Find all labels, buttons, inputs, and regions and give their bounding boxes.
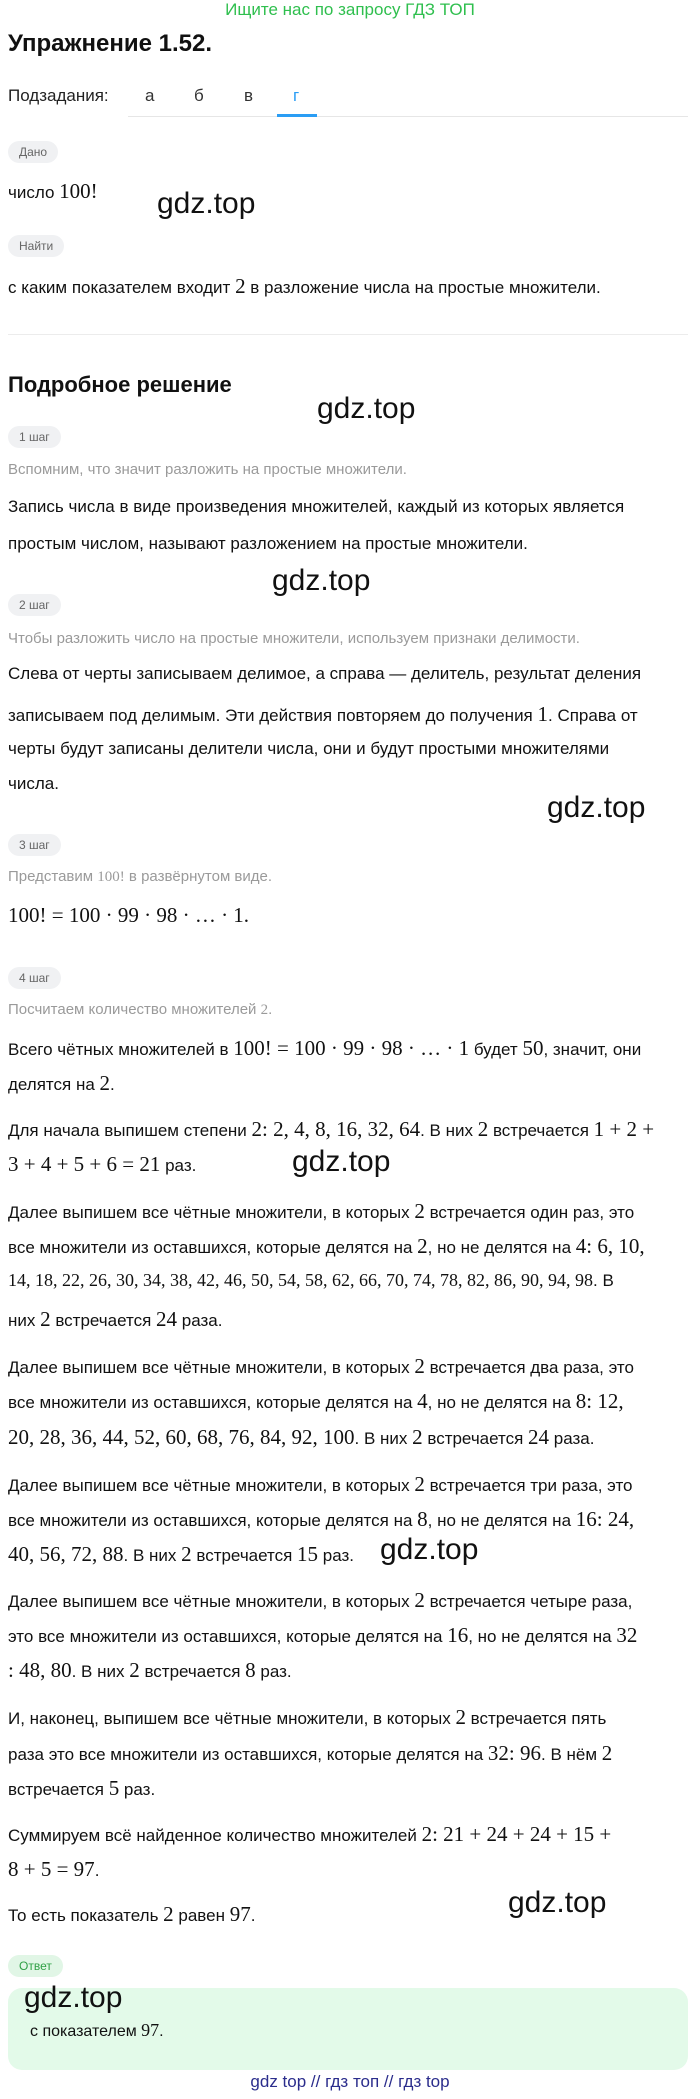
step-4-p7-line-1: И, наконец, выпишем все чётные множители, в которых 2 встречается пять <box>8 1705 607 1729</box>
step-4-p3-line-3: 14, 18, 22, 26, 30, 34, 38, 42, 46, 50, 54, 58, 62, 66, 70, 74, 78, 82, 86, 90, 94, 98. В <box>8 1270 614 1290</box>
step-1-label: 1 шаг <box>8 426 61 448</box>
watermark: gdz.top <box>508 1886 607 1919</box>
subtasks-label: Подзадания: <box>8 86 109 105</box>
step-2-label: 2 шаг <box>8 594 61 616</box>
active-tab-indicator <box>277 114 317 117</box>
step-4-p1-line-1: Всего чётных множителей в 100! = 100 · 99 · 98 · … · 1 будет 50, значит, они <box>8 1036 642 1060</box>
step-4-p5-line-1: Далее выпишем все чётные множители, в которых 2 встречается три раза, это <box>8 1472 633 1496</box>
step-2-line-4: числа. <box>8 774 59 793</box>
step-2-line-1: Слева от черты записываем делимое, а справа — делитель, результат деления <box>8 664 642 683</box>
step-4-p4-line-1: Далее выпишем все чётные множители, в которых 2 встречается два раза, это <box>8 1354 634 1378</box>
watermark: gdz.top <box>380 1533 479 1566</box>
step-1-line-2: простым числом, называют разложением на простые множители. <box>8 534 528 553</box>
find-text: с каким показателем входит 2 в разложение числа на простые множители. <box>8 274 601 298</box>
step-4-p4-line-3: 20, 28, 36, 44, 52, 60, 68, 76, 84, 92, 100. В них 2 встречается 24 раза. <box>8 1425 595 1449</box>
given-label: Дано <box>8 141 58 163</box>
page-title: Упражнение 1.52. <box>8 30 213 57</box>
step-4-p6-line-3: : 48, 80. В них 2 встречается 8 раз. <box>8 1658 292 1682</box>
promo-banner[interactable]: Ищите нас по запросу ГДЗ ТОП <box>225 0 475 19</box>
tab-b[interactable]: б <box>194 86 204 105</box>
step-4-p5-line-3: 40, 56, 72, 88. В них 2 встречается 15 раз. <box>8 1542 355 1566</box>
tabs-divider <box>128 116 688 117</box>
step-4-p1-line-2: делятся на 2. <box>8 1071 115 1095</box>
step-4-conclusion: То есть показатель 2 равен 97. <box>8 1902 256 1926</box>
watermark: gdz.top <box>292 1145 391 1178</box>
tab-g[interactable]: г <box>293 86 300 105</box>
step-4-p3-line-4: них 2 встречается 24 раза. <box>8 1307 223 1331</box>
answer-text: с показателем 97. <box>30 2020 164 2040</box>
step-4-p5-line-2: все множители из оставшихся, которые делятся на 8, но не делятся на 16: 24, <box>8 1507 635 1531</box>
find-label: Найти <box>8 235 64 257</box>
step-2-line-2: записываем под делимым. Эти действия повторяем до получения 1. Справа от <box>8 702 638 726</box>
step-4-hint: Посчитаем количество множителей 2. <box>8 1001 273 1018</box>
step-4-p4-line-2: все множители из оставшихся, которые делятся на 4, но не делятся на 8: 12, <box>8 1389 624 1413</box>
watermark: gdz.top <box>157 187 256 220</box>
step-4-p8-line-1: Суммируем всё найденное количество множителей 2: 21 + 24 + 24 + 15 + <box>8 1822 612 1846</box>
step-4-p7-line-2: раза это все множители из оставшихся, которые делятся на 32: 96. В нём 2 <box>8 1741 613 1765</box>
step-3-label: 3 шаг <box>8 834 61 856</box>
step-4-p2-line-1: Для начала выпишем степени 2: 2, 4, 8, 16, 32, 64. В них 2 встречается 1 + 2 + <box>8 1117 655 1141</box>
answer-label: Ответ <box>8 1955 63 1977</box>
watermark: gdz.top <box>272 564 371 597</box>
watermark: gdz.top <box>24 1981 123 2014</box>
footer-links[interactable]: gdz top // гдз топ // гдз top <box>250 2072 450 2091</box>
section-divider <box>8 334 688 335</box>
step-2-hint: Чтобы разложить число на простые множители, используем признаки делимости. <box>8 630 580 647</box>
step-4-p8-line-2: 8 + 5 = 97. <box>8 1857 100 1881</box>
tab-v[interactable]: в <box>244 86 254 105</box>
step-4-label: 4 шаг <box>8 967 61 989</box>
given-text: число 100! <box>8 179 98 203</box>
watermark: gdz.top <box>317 392 416 425</box>
solution-title: Подробное решение <box>8 372 232 397</box>
step-3-formula: 100! = 100 · 99 · 98 · … · 1. <box>8 903 250 927</box>
step-2-line-3: черты будут записаны делители числа, они и будут простыми множителями <box>8 739 610 758</box>
step-1-hint: Вспомним, что значит разложить на простые множители. <box>8 461 407 478</box>
step-3-hint: Представим 100! в развёрнутом виде. <box>8 868 273 885</box>
step-1-line-1: Запись числа в виде произведения множителей, каждый из которых является <box>8 497 625 516</box>
watermark: gdz.top <box>547 791 646 824</box>
step-4-p6-line-1: Далее выпишем все чётные множители, в которых 2 встречается четыре раза, <box>8 1588 633 1612</box>
step-4-p3-line-1: Далее выпишем все чётные множители, в которых 2 встречается один раз, это <box>8 1199 635 1223</box>
step-4-p6-line-2: это все множители из оставшихся, которые делятся на 16, но не делятся на 32 <box>8 1623 638 1647</box>
tab-a[interactable]: а <box>145 86 155 105</box>
step-4-p7-line-3: встречается 5 раз. <box>8 1776 156 1800</box>
step-4-p2-line-2: 3 + 4 + 5 + 6 = 21 раз. <box>8 1152 197 1176</box>
step-4-p3-line-2: все множители из оставшихся, которые делятся на 2, но не делятся на 4: 6, 10, <box>8 1234 645 1258</box>
